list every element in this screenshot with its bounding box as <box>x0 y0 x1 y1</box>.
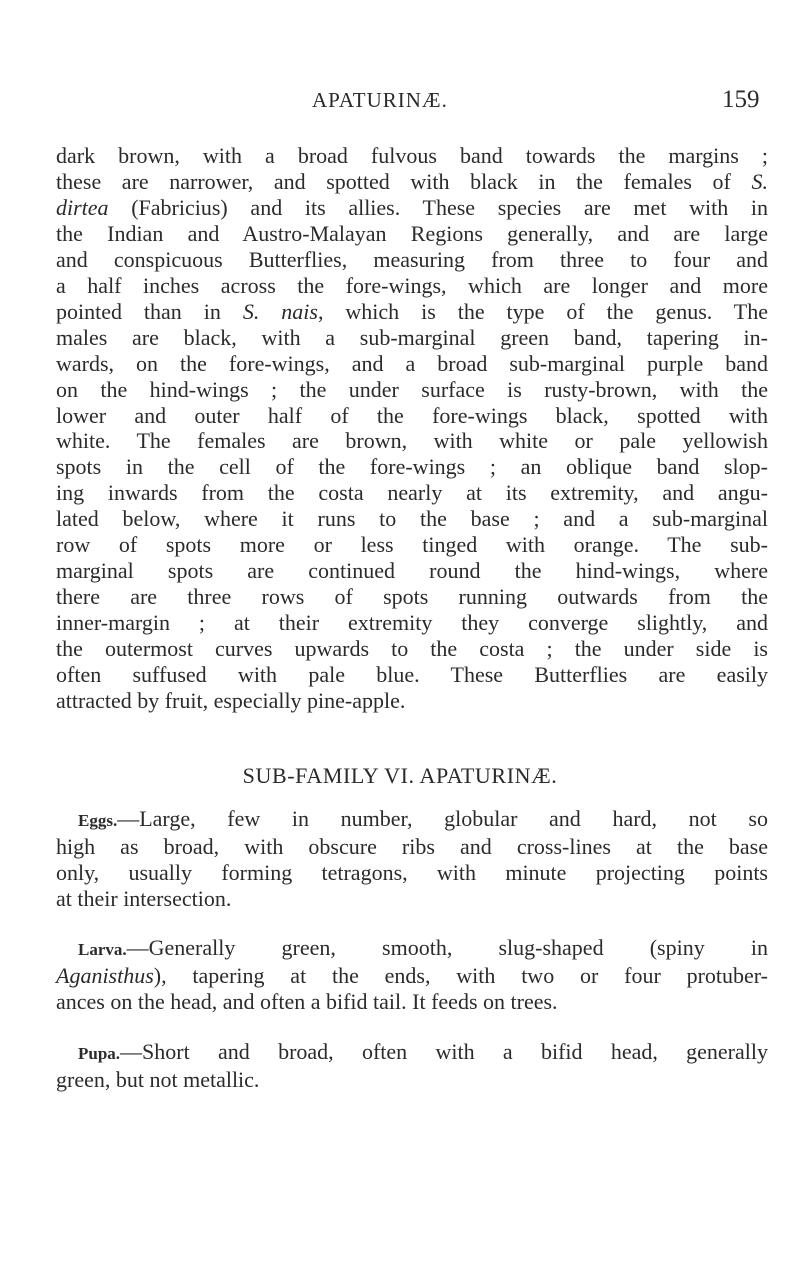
eggs-lead-label: Eggs. <box>78 811 118 830</box>
text-line: and conspicuous Butterflies, measuring from three to four and <box>56 246 768 272</box>
running-head <box>0 88 800 122</box>
larva-section <box>56 935 768 1015</box>
text-line: row of spots more or less tinged with orange. The sub- <box>56 532 768 558</box>
text-line: there are three rows of spots running outwards from the <box>56 584 768 610</box>
text-line: lower and outer half of the fore-wings black, spotted with <box>56 402 768 428</box>
text-line: green, but not metallic. <box>56 1066 260 1092</box>
text-line: attracted by fruit, especially pine-apple. <box>56 688 406 714</box>
text-line: the Indian and Austro-Malayan Regions generally, and are large <box>56 220 768 246</box>
text-line: pointed than in S. nais, which is the type of the genus. The <box>56 298 768 324</box>
text-line: at their intersection. <box>56 885 232 911</box>
text-line: often suffused with pale blue. These Butterflies are easily <box>56 662 768 688</box>
text-line: on the hind-wings ; the under surface is rusty-brown, with the <box>56 376 768 402</box>
text-line: only, usually forming tetragons, with minute projecting points <box>56 859 768 885</box>
eggs-section <box>56 806 768 912</box>
text-line: males are black, with a sub-marginal green band, tapering in- <box>56 324 768 350</box>
page-number: 159 <box>722 86 760 113</box>
text-line: lated below, where it runs to the base ; and a sub-marginal <box>56 506 768 532</box>
text-line: these are narrower, and spotted with black in the females of S. <box>56 168 768 194</box>
pupa-section <box>56 1039 768 1093</box>
text-line: marginal spots are continued round the hind-wings, where <box>56 558 768 584</box>
text-line: white. The females are brown, with white or pale yellowish <box>56 428 768 454</box>
pupa-lead-label: Pupa. <box>78 1044 121 1063</box>
text-line: dark brown, with a broad fulvous band towards the margins ; <box>56 143 768 168</box>
text-line: Eggs.—Large, few in number, globular and hard, not so <box>78 806 768 831</box>
text-line: Aganisthus), tapering at the ends, with two or four protuber- <box>56 962 768 988</box>
larva-lead-label: Larva. <box>78 940 127 959</box>
text-line: a half inches across the fore-wings, which are longer and more <box>56 272 768 298</box>
text-line: wards, on the fore-wings, and a broad sub-marginal purple band <box>56 350 768 376</box>
text-line: high as broad, with obscure ribs and cross-lines at the base <box>56 833 768 859</box>
text-line: ing inwards from the costa nearly at its extremity, and angu- <box>56 480 768 506</box>
text-line: dirtea (Fabricius) and its allies. These species are met with in <box>56 194 768 220</box>
text-line: spots in the cell of the fore-wings ; an oblique band slop- <box>56 454 768 480</box>
text-line: Larva.—Generally green, smooth, slug-shaped (spiny in <box>78 935 768 960</box>
body-paragraph <box>56 143 768 714</box>
text-line: Pupa.—Short and broad, often with a bifid head, generally <box>78 1039 768 1064</box>
section-heading: SUB-FAMILY VI. APATURINÆ. <box>242 763 558 788</box>
text-line: the outermost curves upwards to the costa ; the under side is <box>56 636 768 662</box>
text-line: ances on the head, and often a bifid tail. It feeds on trees. <box>56 988 558 1014</box>
text-line: inner-margin ; at their extremity they converge slightly, and <box>56 610 768 636</box>
running-title: APATURINÆ. <box>312 88 448 112</box>
